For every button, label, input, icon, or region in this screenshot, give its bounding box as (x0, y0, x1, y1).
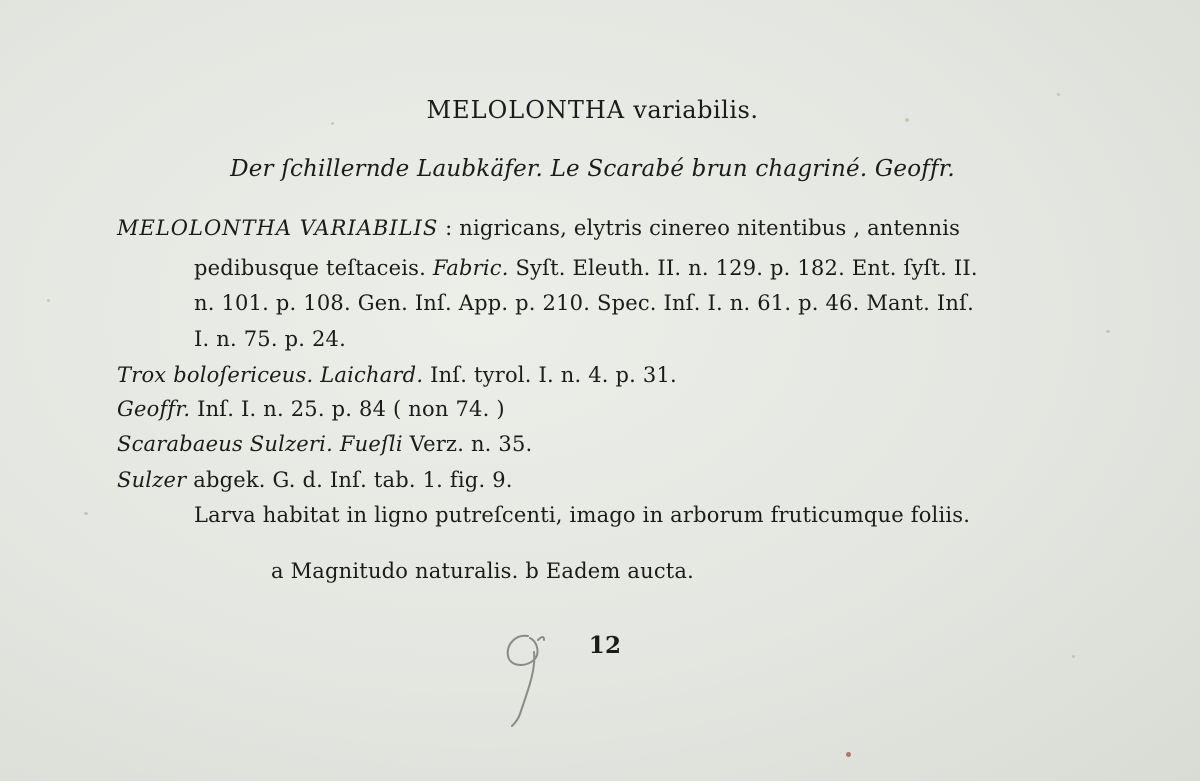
synonym-name: Geoffr. (117, 397, 191, 421)
paper-speck (846, 752, 851, 757)
figure-caption: a Magnitudo naturalis. b Eadem aucta. (271, 559, 695, 583)
description-text: pedibusque teſtaceis. (194, 256, 433, 280)
page-number: 12 (588, 632, 622, 659)
synonym-name: Sulzer (117, 468, 187, 492)
synonym-reference: Inſ. I. n. 25. p. 84 ( non 74. ) (190, 397, 505, 421)
species-name: variabilis. (633, 96, 759, 124)
vernacular-names: Der ſchillernde Laubkäfer. Le Scarabé brun chagriné. Geoffr. (230, 156, 955, 182)
genus-name: MELOLONTHA (426, 96, 626, 124)
description-text: nigricans, elytris cinereo nitentibus , antennis (459, 216, 961, 240)
synonym-line (117, 363, 677, 387)
synonym-line (117, 397, 505, 421)
synonym-name: Scarabaeus Sulzeri. Fueſli (117, 432, 403, 456)
reference-text: Syſt. Eleuth. II. n. 129. p. 182. Ent. ſyſt. II. (508, 256, 978, 280)
synonym-line (117, 432, 532, 456)
synonym-reference: Verz. n. 35. (402, 432, 533, 456)
species-description-line (117, 216, 960, 240)
heading-colon: : (438, 216, 460, 240)
author-citation: Fabric. (432, 256, 509, 280)
page-title (0, 96, 1185, 124)
species-description-line (194, 256, 978, 280)
synonym-reference: Inſ. tyrol. I. n. 4. p. 31. (423, 363, 677, 387)
paper-speck (47, 299, 50, 302)
synonym-line (117, 468, 513, 492)
habitat-note: Larva habitat in ligno putreſcenti, imago in arborum fruticumque foliis. (194, 503, 971, 527)
synonym-reference: abgek. G. d. Inſ. tab. 1. fig. 9. (186, 468, 513, 492)
synonym-name: Trox boloſericeus. Laichard. (117, 363, 424, 387)
paper-speck (1106, 330, 1110, 333)
reference-line: n. 101. p. 108. Gen. Inſ. App. p. 210. Spec. Inſ. I. n. 61. p. 46. Mant. Inſ. (194, 291, 974, 315)
reference-line: I. n. 75. p. 24. (194, 327, 346, 351)
species-heading: MELOLONTHA VARIABILIS (117, 216, 439, 240)
paper-speck (84, 512, 88, 515)
